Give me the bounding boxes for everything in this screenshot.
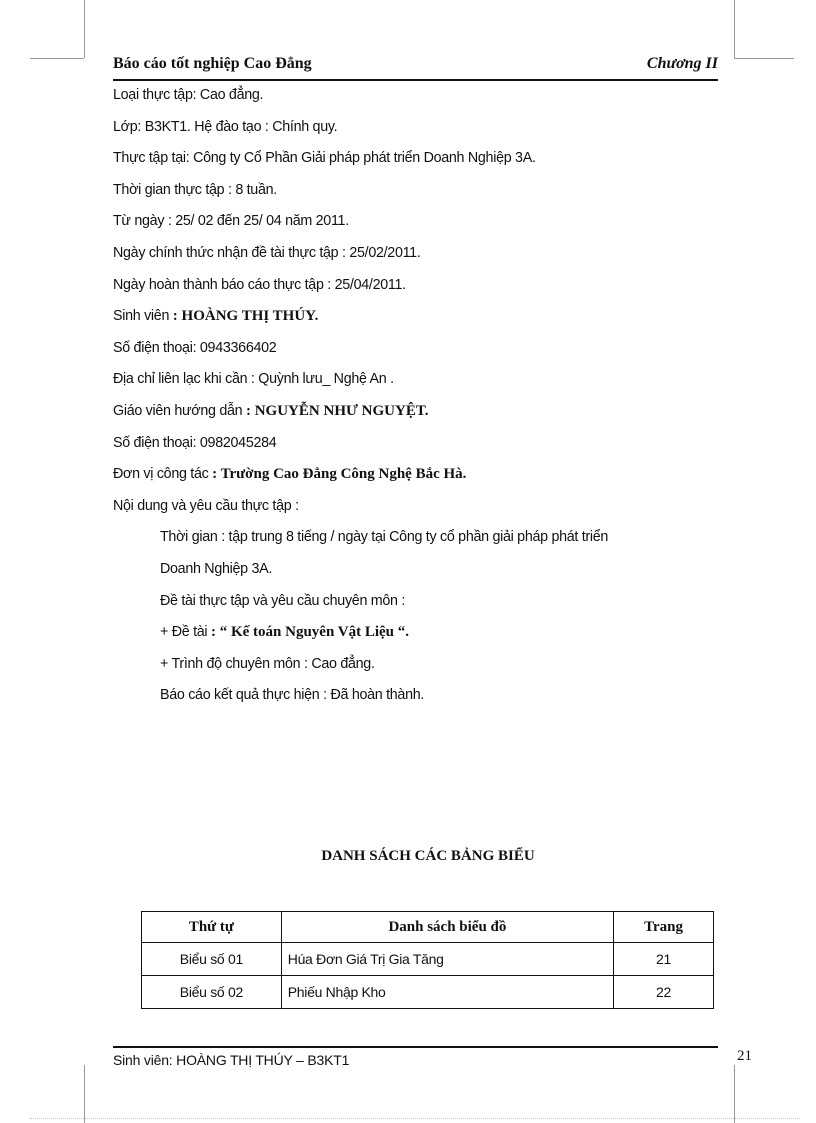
student-name-line — [113, 301, 723, 333]
schedule-line-1: Thời gian : tập trung 8 tiếng / ngày tại Công ty cổ phần giải pháp phát triển — [160, 529, 609, 546]
row-title: Húa Đơn Giá Trị Gia Tăng — [281, 943, 613, 976]
crop-mark-bottom-left-v — [84, 1065, 85, 1123]
row-order: Biểu số 02 — [142, 976, 282, 1009]
student-phone: Số điện thoại: 0943366402 — [113, 339, 277, 356]
internship-type: Loại thực tập: Cao đẳng. — [113, 87, 264, 103]
report-body — [113, 80, 723, 712]
header-title: Báo cáo tốt nghiệp Cao Đẳng — [113, 55, 312, 72]
supervisor-line — [113, 396, 723, 428]
column-header-order: Thứ tự — [142, 912, 282, 943]
topic-requirements: Đề tài thực tập và yêu cầu chuyên môn : — [160, 592, 406, 609]
student-label: Sinh viên — [113, 308, 173, 325]
internship-place: Thực tập tại: Công ty Cổ Phần Giải pháp phát triển Doanh Nghiệp 3A. — [113, 150, 536, 167]
internship-duration: Thời gian thực tập : 8 tuần. — [113, 181, 277, 198]
content-requirements: Nội dung và yêu cầu thực tập : — [113, 497, 299, 514]
workplace-line — [113, 459, 723, 491]
qualification-level: + Trình độ chuyên môn : Cao đẳng. — [160, 655, 375, 672]
table-row — [142, 943, 714, 976]
supervisor-label: Giáo viên hướng dẫn — [113, 402, 246, 419]
supervisor-phone: Số điện thoại: 0982045284 — [113, 434, 277, 451]
workplace-label: Đơn vị công tác — [113, 466, 213, 483]
crop-mark-top-left-v — [84, 0, 85, 58]
schedule-line-2: Doanh Nghiệp 3A. — [160, 560, 273, 577]
crop-mark-bottom-right-v — [734, 1065, 735, 1123]
column-header-page: Trang — [614, 912, 714, 943]
footer-student: Sinh viên: HOÀNG THỊ THÚY – B3KT1 — [113, 1052, 350, 1068]
footer-divider — [113, 1046, 718, 1048]
row-order: Biểu số 01 — [142, 943, 282, 976]
workplace-name: : Trường Cao Đẳng Công Nghệ Bắc Hà. — [212, 466, 467, 483]
table-list-title: DANH SÁCH CÁC BẢNG BIỂU — [321, 848, 535, 864]
page-number: 21 — [737, 1048, 752, 1064]
result-report: Báo cáo kết quả thực hiện : Đã hoàn thành. — [160, 687, 425, 704]
topic-label: + Đề tài — [160, 624, 211, 641]
row-title: Phiếu Nhập Kho — [281, 976, 613, 1009]
crop-mark-top-right-v — [734, 0, 735, 58]
crop-mark-top-right-h — [734, 58, 794, 59]
header-chapter: Chương II — [646, 55, 718, 72]
table-list — [141, 911, 714, 1009]
student-name: : HOÀNG THỊ THÚY. — [172, 308, 319, 325]
crop-mark-top-left-h — [30, 58, 84, 59]
page-header — [113, 53, 718, 81]
row-page: 22 — [614, 976, 714, 1009]
supervisor-name: : NGUYỄN NHƯ NGUYỆT. — [245, 402, 429, 419]
topic-line — [113, 617, 723, 649]
date-range: Từ ngày : 25/ 02 đến 25/ 04 năm 2011. — [113, 213, 349, 230]
topic-received-date: Ngày chính thức nhận đề tài thực tập : 25/02/2011. — [113, 244, 421, 261]
row-page: 21 — [614, 943, 714, 976]
table-header-row — [142, 912, 714, 943]
topic-name: : “ Kế toán Nguyên Vật Liệu “. — [210, 624, 410, 641]
report-completed-date: Ngày hoàn thành báo cáo thực tập : 25/04/2011. — [113, 276, 406, 293]
page-edge — [30, 1118, 800, 1119]
table-row — [142, 976, 714, 1009]
column-header-chart-list: Danh sách biểu đồ — [281, 912, 613, 943]
contact-address: Địa chỉ liên lạc khi cần : Quỳnh lưu_ Nghệ An . — [113, 371, 394, 388]
class-info: Lớp: B3KT1. Hệ đào tạo : Chính quy. — [113, 118, 338, 135]
